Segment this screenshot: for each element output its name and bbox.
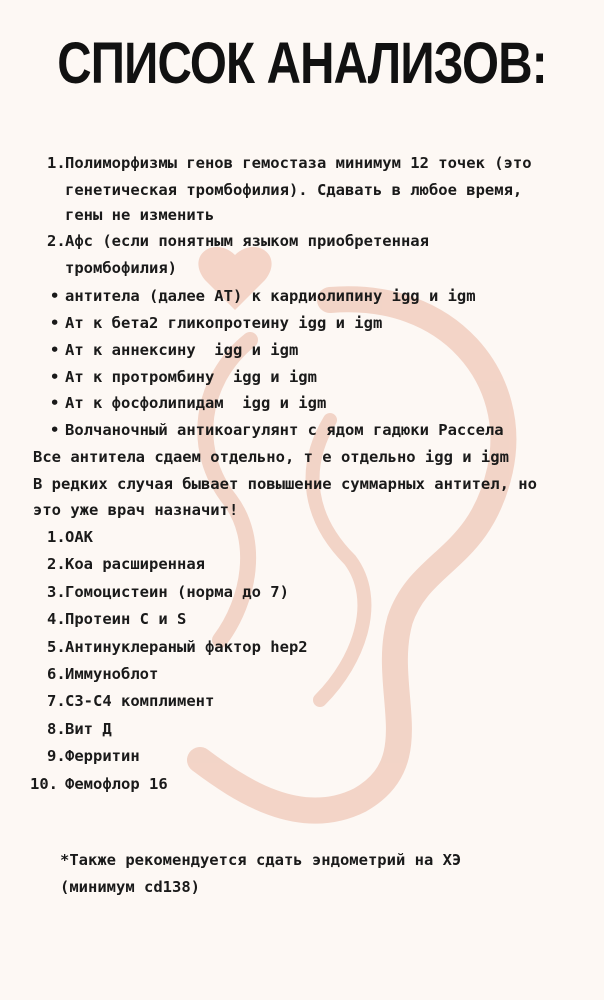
bullet-icon: • [50,421,60,439]
list-number: 2. [47,232,66,250]
bullet-item: Ат к фосфолипидам igg и igm [65,394,327,412]
bullet-icon: • [50,394,60,412]
analysis-item: Вит Д [65,719,112,738]
analysis-item: Иммуноблот [65,665,159,683]
list-item-text: генетическая тромбофилия). Сдавать в любое время, [65,181,523,199]
list-number: 1. [47,528,66,546]
bullet-item: Ат к протромбину igg и igm [65,368,317,386]
bullet-icon: • [50,341,60,359]
list-item-text: Полиморфизмы генов гемостаза минимум 12 точек (это [65,154,532,172]
list-number: 6. [47,665,66,683]
list-number: 5. [47,637,66,656]
list-number: 7. [47,692,66,711]
analysis-item: Фемофлор 16 [65,774,168,793]
analysis-item: С3-С4 комплимент [65,692,215,711]
list-number: 9. [47,747,66,766]
note-text: это уже врач назначит! [33,501,239,519]
analysis-item: Протеин С и S [65,610,187,629]
list-number: 2. [47,555,66,574]
page-title: СПИСОК АНАЛИЗОВ: [57,31,547,96]
bullet-item: Ат к аннексину igg и igm [65,341,299,359]
list-number: 8. [47,719,66,738]
analysis-item: ОАК [65,528,93,546]
analysis-item: Гомоцистеин (норма до 7) [65,582,289,601]
bullet-icon: • [50,368,60,386]
list-number: 4. [47,610,66,629]
bullet-icon: • [50,287,60,305]
bullet-item: антитела (далее АТ) к кардиолипину igg и igm [65,287,476,305]
note-text: Все антитела сдаем отдельно, т е отдельно igg и igm [33,448,509,466]
footnote-text: *Также рекомендуется сдать эндометрий на ХЭ [60,851,462,869]
bullet-item: Волчаночный антикоагулянт с ядом гадюки Рассела [65,421,504,439]
footnote-text: (минимум cd138) [60,878,200,896]
analysis-item: Ферритин [65,747,140,766]
list-item-text: тромбофилия) [65,259,177,277]
analysis-item: Коа расширенная [65,555,205,574]
list-item-text: гены не изменить [65,206,215,224]
list-number: 1. [47,154,66,172]
analysis-item: Антинуклераный фактор hep2 [65,637,308,656]
list-number: 3. [47,582,66,601]
list-item-text: Афс (если понятным языком приобретенная [65,232,429,250]
list-number: 10. [30,774,58,793]
bullet-icon: • [50,314,60,332]
bullet-item: Ат к бета2 гликопротеину igg и igm [65,314,383,332]
note-text: В редких случая бывает повышение суммарных антител, но [33,475,537,493]
